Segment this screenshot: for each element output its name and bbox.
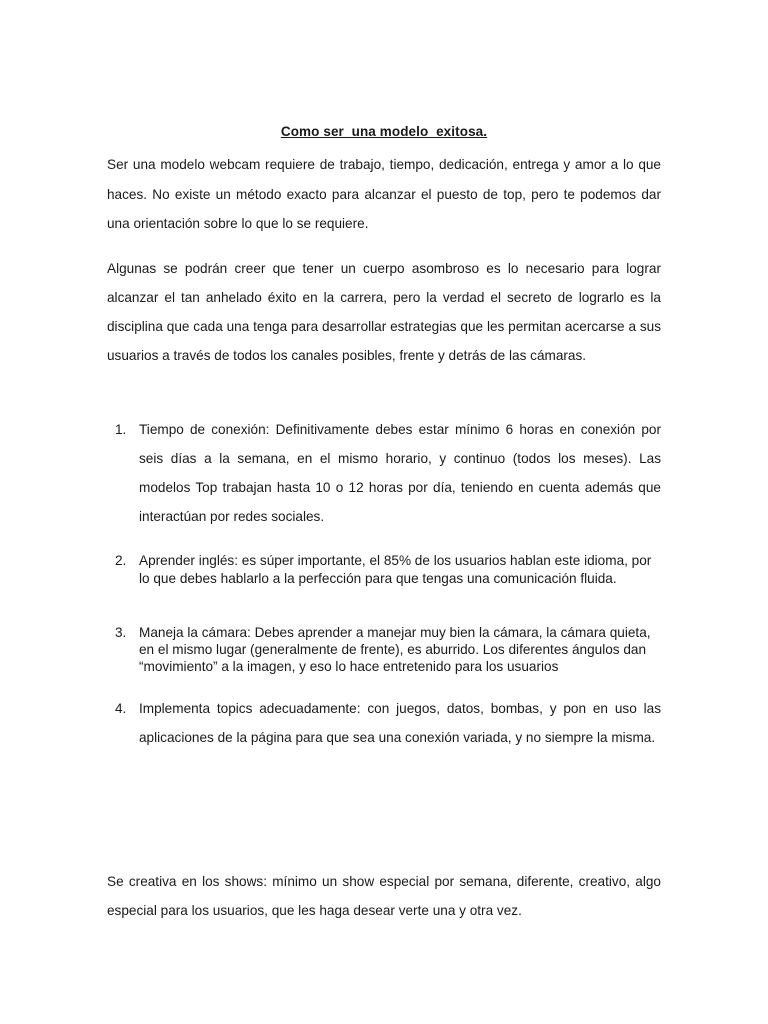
list-item-text: Maneja la cámara: Debes aprender a manejar muy bien la cámara, la cámara quieta, en el mismo lugar (generalmente de frente), es aburrido. Los diferentes ángulos dan “movimiento” a la imagen, y eso lo hace entretenido para los usuarios [139, 625, 651, 674]
list-item-number: 2. [115, 553, 127, 568]
list-item-number: 3. [115, 625, 127, 640]
closing-paragraph: Se creativa en los shows: mínimo un show especial por semana, diferente, creativo, algo especial para los usuarios, que les haga desear verte una y otra vez. [107, 874, 661, 918]
list-item-text: Implementa topics adecuadamente: con juegos, datos, bombas, y pon en uso las aplicaciones de la página para que sea una conexión variada, y no siempre la misma. [139, 701, 661, 745]
document-title: Como ser una modelo exitosa. [280, 124, 488, 139]
list-item-text: Aprender inglés: es súper importante, el 85% de los usuarios hablan este idioma, por lo que debes hablarlo a la perfección para que tengas una comunicación fluida. [139, 553, 652, 586]
list-item-text: Tiempo de conexión: Definitivamente debes estar mínimo 6 horas en conexión por seis días a la semana, en el mismo horario, y continuo (todos los meses). Las modelos Top trabajan hasta 10 o 12 horas por día, teniendo en cuenta además que interactúan por redes sociales. [139, 422, 661, 524]
intro-paragraph: Ser una modelo webcam requiere de trabajo, tiempo, dedicación, entrega y amor a lo que haces. No existe un método exacto para alcanzar el puesto de top, pero te podemos dar una orientación sobre lo que lo se requiere. [107, 157, 661, 231]
list-item-number: 4. [115, 701, 127, 716]
list-item-number: 1. [115, 422, 127, 437]
second-paragraph: Algunas se podrán creer que tener un cuerpo asombroso es lo necesario para lograr alcanzar el tan anhelado éxito en la carrera, pero la verdad el secreto de lograrlo es la disciplina que cada una tenga para desarrollar estrategias que les permitan acercarse a sus usuarios a través de todos los canales posibles, frente y detrás de las cámaras. [107, 261, 661, 363]
